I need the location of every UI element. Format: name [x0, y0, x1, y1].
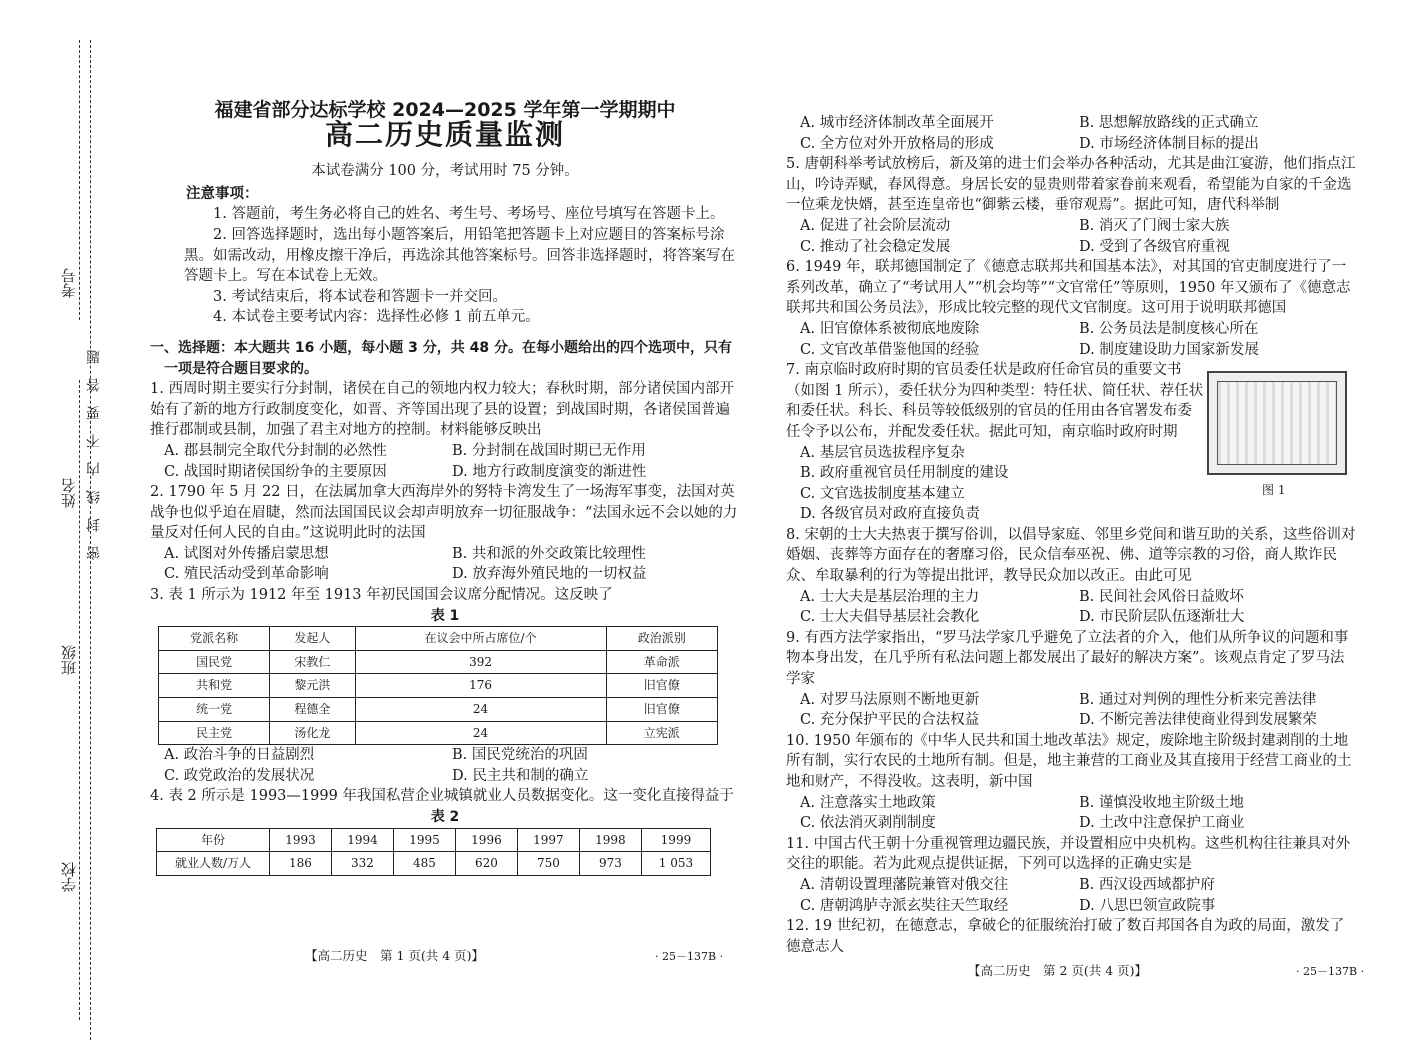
option-b: B. 公务员法是制度核心所在: [1079, 320, 1259, 337]
table2-year: 1996: [455, 828, 517, 852]
option-c: C. 殖民活动受到革命影响: [164, 566, 329, 583]
option-b: B. 通过对判例的理性分析来完善法律: [1079, 691, 1317, 708]
question-stem: 5. 唐朝科举考试放榜后，新及第的进士们会举办各种活动，尤其是曲江宴游，他们指点江山，吟诗弄赋，春风得意。身居长安的显贵则带着家眷前来观看，希望能为自家的千金选一位乘龙快婿，甚至连皇帝也“御紫云楼，垂帘观焉”。据此可知，唐代科举制: [786, 156, 1356, 214]
table-cell: 汤化龙: [270, 721, 355, 745]
left-page-footer: 【高二历史 第 1 页(共 4 页)】: [305, 948, 485, 963]
table2-year: 1995: [393, 828, 455, 852]
binding-dash-line-top: [79, 40, 80, 320]
option-c: C. 战国时期诸侯国纷争的主要原因: [164, 463, 387, 480]
option-b: B. 西汉设西域都护府: [1079, 876, 1215, 893]
table-cell: 旧官僚: [606, 674, 717, 698]
option-a: A. 政治斗争的日益剧烈: [164, 747, 315, 764]
table-cell: 国民党: [159, 650, 270, 674]
option-a: A. 注意落实土地政策: [800, 794, 936, 811]
table2-value: 1 053: [641, 852, 710, 876]
table-cell: 176: [355, 674, 606, 698]
table2-value: 750: [517, 852, 579, 876]
table2-value: 186: [270, 852, 332, 876]
question-12: [786, 916, 1358, 957]
notice-item: 1. 答题前，考生务必将自己的姓名、考生号、考场号、座位号填写在答题卡上。: [213, 206, 725, 223]
question-stem: 1. 西周时期主要实行分封制，诸侯在自己的领地内权力较大；春秋时期，部分诸侯国内部开始有了新的地方行政制度变化，如晋、齐等国出现了县的设置；到战国时期，各诸侯国普遍推行郡制或县制，加强了君主对地方的控制。材料能够反映出: [150, 381, 734, 439]
question-8: [786, 525, 1358, 628]
right-page-footer: 【高二历史 第 2 页(共 4 页)】: [968, 963, 1148, 978]
option-c: C. 士大夫倡导基层社会教化: [800, 609, 980, 626]
table-cell: 统一党: [159, 698, 270, 722]
option-d: D. 市场经济体制目标的提出: [1079, 135, 1259, 152]
question-stem: 6. 1949 年，联邦德国制定了《德意志联邦共和国基本法》，对其国的官吏制度进行了一系列改革，确立了“考试用人”“机会均等”“文官常任”等原则，1950 年又颁布了《德意志联邦共和国公务员法》，形成比较完整的现代文官制度。这可用于说明联邦德国: [786, 259, 1351, 317]
school-label: 学校: [60, 862, 78, 892]
table2-caption: 表 2: [430, 809, 460, 825]
table-cell: 旧官僚: [606, 698, 717, 722]
table2-value: 485: [393, 852, 455, 876]
notice-item: 4. 本试卷主要考试内容：选择性必修 1 前五单元。: [213, 309, 540, 326]
section-heading: 一、选择题：本大题共 16 小题，每小题 3 分，共 48 分。在每小题给出的四个选项中，只有一项是符合题目要求的。: [150, 339, 732, 377]
binding-dash-line-bottom: [79, 380, 80, 1020]
option-b: B. 国民党统治的巩固: [452, 747, 588, 764]
option-b: B. 思想解放路线的正式确立: [1079, 115, 1259, 131]
question-1: [150, 379, 740, 482]
exam-info: 本试卷满分 100 分，考试用时 75 分钟。: [311, 163, 579, 180]
question-10: [786, 731, 1358, 834]
option-b: B. 分封制在战国时期已无作用: [452, 442, 646, 459]
table-cell: 革命派: [606, 650, 717, 674]
option-d: D. 受到了各级官府重视: [1079, 238, 1230, 255]
table1-header: 政治派别: [606, 627, 717, 651]
option-b: B. 政府重视官员任用制度的建设: [800, 465, 1009, 482]
exam-number-label: 考号: [60, 268, 78, 298]
question-stem: 12. 19 世纪初，在德意志，拿破仑的征服统治打破了数百邦国各自为政的局面，激发了德意志人: [786, 918, 1345, 955]
option-d: D. 地方行政制度演变的渐进性: [452, 463, 647, 480]
right-page-code: · 25－137B ·: [1296, 965, 1365, 978]
question-stem: 8. 宋朝的士大夫热衷于撰写俗训，以倡导家庭、邻里乡党间和谐互助的关系，这些俗训对婚姻、丧葬等方面存在的奢靡习俗，民众信奉巫祝、佛、道等宗教的习俗，商人欺诈民众、牟取暴利的行为等提出批评，教导民众加以改正。由此可见: [786, 526, 1356, 585]
question-stem: 11. 中国古代王朝十分重视管理边疆民族，并设置相应中央机构。这些机构往往兼具对外交往的职能。若为此观点提供证据，下列可以选择的正确史实是: [786, 835, 1351, 873]
table-cell: 程德全: [270, 698, 355, 722]
option-b: B. 共和派的外交政策比较理性: [452, 545, 646, 562]
option-a: A. 基层官员选拔程序复杂: [800, 444, 965, 461]
notice-item: 3. 考试结束后，将本试卷和答题卡一并交回。: [213, 288, 507, 305]
question-4-options: [786, 113, 1358, 154]
option-a: A. 试图对外传播启蒙思想: [164, 545, 329, 562]
option-d: D. 不断完善法律使商业得到发展繁荣: [1079, 712, 1317, 729]
option-c: C. 政党政治的发展状况: [164, 767, 315, 784]
table-row: [159, 721, 718, 745]
table2-value: 620: [455, 852, 517, 876]
option-a: A. 士大夫是基层治理的主力: [800, 588, 980, 605]
question-stem: 10. 1950 年颁布的《中华人民共和国土地改革法》规定，废除地主阶级封建剥削的土地所有制，实行农民的土地所有制。但是，地主兼营的工商业及其直接用于经营工商业的土地和财产，不得没收。这表明，新中国: [786, 732, 1352, 790]
table1-header: 在议会中所占席位/个: [355, 627, 606, 651]
option-a: A. 城市经济体制改革全面展开: [800, 115, 994, 131]
table-cell: 立宪派: [606, 721, 717, 745]
appointment-certificate-image: [1207, 371, 1347, 475]
question-2: [150, 482, 740, 585]
question-stem: 2. 1790 年 5 月 22 日，在法属加拿大西海岸外的努特卡湾发生了一场海军事变，法国对英战争也似乎迫在眉睫，然而法国国民议会却声明放弃一切征服战争：“法国永远不会以她的力量反对任何人民的自由。”这说明此时的法国: [150, 484, 738, 542]
table-row: [159, 674, 718, 698]
table1: [158, 626, 718, 745]
question-stem: 7. 南京临时政府时期的官员委任状是政府任命官员的重要文书（如图 1 所示），委任状分为四种类型：特任状、简任状、荐任状和委任状。科长、科员等较低级别的官员的任用由各官署发布委任令予以公布，并配发委任状。据此可知，南京临时政府时期: [786, 362, 1204, 440]
table2-year: 1994: [331, 828, 393, 852]
table2-row-label: 就业人数/万人: [157, 852, 270, 876]
option-d: D. 土改中注意保护工商业: [1079, 815, 1245, 832]
question-stem: 4. 表 2 所示是 1993—1999 年我国私营企业城镇就业人员数据变化。这一变化直接得益于: [150, 788, 734, 805]
table2-year: 1999: [641, 828, 710, 852]
question-11: [786, 834, 1358, 916]
option-c: C. 充分保护平民的合法权益: [800, 712, 980, 729]
table2: [156, 828, 711, 876]
table2-year: 1998: [579, 828, 641, 852]
table2-value: 973: [579, 852, 641, 876]
question-9: [786, 628, 1358, 731]
table-cell: 民主党: [159, 721, 270, 745]
table-cell: 24: [355, 721, 606, 745]
option-d: D. 放弃海外殖民地的一切权益: [452, 566, 647, 583]
question-stem: 9. 有西方法学家指出，“罗马法学家几乎避免了立法者的介入，他们从所争议的问题和事物本身出发，在几乎所有私法问题上都发展出了最好的解决方案”。该观点肯定了罗马法学家: [786, 629, 1349, 688]
notice-heading: 注意事项：: [186, 185, 259, 202]
option-c: C. 依法消灭剥削制度: [800, 815, 936, 832]
option-a: A. 旧官僚体系被彻底地废除: [800, 320, 980, 337]
question-3: [150, 585, 740, 786]
option-d: D. 各级官员对政府直接负责: [800, 506, 980, 523]
question-5: [786, 154, 1358, 257]
table2-year: 1997: [517, 828, 579, 852]
table-cell: 24: [355, 698, 606, 722]
question-6: [786, 257, 1358, 360]
seal-line-warning: 密 封 线 内 不 要 答 题: [86, 350, 102, 560]
question-4: [150, 786, 740, 875]
option-b: B. 谨慎没收地主阶级土地: [1079, 794, 1244, 811]
table-row: [159, 650, 718, 674]
right-page-column: [786, 113, 1358, 957]
exam-subject-title: 高二历史质量监测: [324, 117, 565, 151]
option-d: D. 制度建设助力国家新发展: [1079, 341, 1259, 358]
option-c: C. 文官改革借鉴他国的经验: [800, 341, 980, 358]
option-b: B. 消灭了门阀士家大族: [1079, 217, 1230, 234]
option-c: C. 推动了社会稳定发展: [800, 238, 951, 255]
class-label: 班级: [60, 645, 78, 675]
option-a: A. 郡县制完全取代分封制的必然性: [164, 442, 387, 459]
table2-row-label: 年份: [157, 828, 270, 852]
exam-title: 福建省部分达标学校 2024—2025 学年第一学期期中: [214, 99, 676, 121]
table-cell: 共和党: [159, 674, 270, 698]
option-c: C. 唐朝鸿胪寺派玄奘往天竺取经: [800, 897, 1009, 914]
option-b: B. 民间社会风俗日益败坏: [1079, 588, 1244, 605]
table-cell: 392: [355, 650, 606, 674]
option-a: A. 清朝设置理藩院兼管对俄交往: [800, 876, 1009, 893]
left-page-column: [150, 100, 740, 876]
option-a: A. 促进了社会阶层流动: [800, 217, 951, 234]
left-page-code: · 25－137B ·: [655, 950, 724, 963]
option-a: A. 对罗马法原则不断地更新: [800, 691, 980, 708]
table-cell: 宋教仁: [270, 650, 355, 674]
question-stem: 3. 表 1 所示为 1912 年至 1913 年初民国国会议席分配情况。这反映了: [150, 587, 613, 604]
table1-caption: 表 1: [430, 607, 460, 624]
table2-year: 1993: [270, 828, 332, 852]
table1-header: 党派名称: [159, 627, 270, 651]
figure1-caption: 图 1: [1262, 483, 1286, 497]
option-c: C. 文官选拔制度基本建立: [800, 485, 965, 502]
student-name-label: 姓名: [60, 478, 78, 508]
option-d: D. 八思巴领宣政院事: [1079, 897, 1216, 914]
option-d: D. 民主共和制的确立: [452, 767, 589, 784]
option-c: C. 全方位对外开放格局的形成: [800, 135, 994, 152]
notice-item: 2. 回答选择题时，选出每小题答案后，用铅笔把答题卡上对应题目的答案标号涂黑。如需改动，用橡皮擦干净后，再选涂其他答案标号。回答非选择题时，将答案写在答题卡上。写在本试卷上无效。: [184, 226, 735, 285]
table1-header: 发起人: [270, 627, 355, 651]
option-d: D. 市民阶层队伍逐渐壮大: [1079, 609, 1245, 626]
table-row: [159, 698, 718, 722]
notice-list: [150, 204, 740, 328]
table2-value: 332: [331, 852, 393, 876]
table-cell: 黎元洪: [270, 674, 355, 698]
